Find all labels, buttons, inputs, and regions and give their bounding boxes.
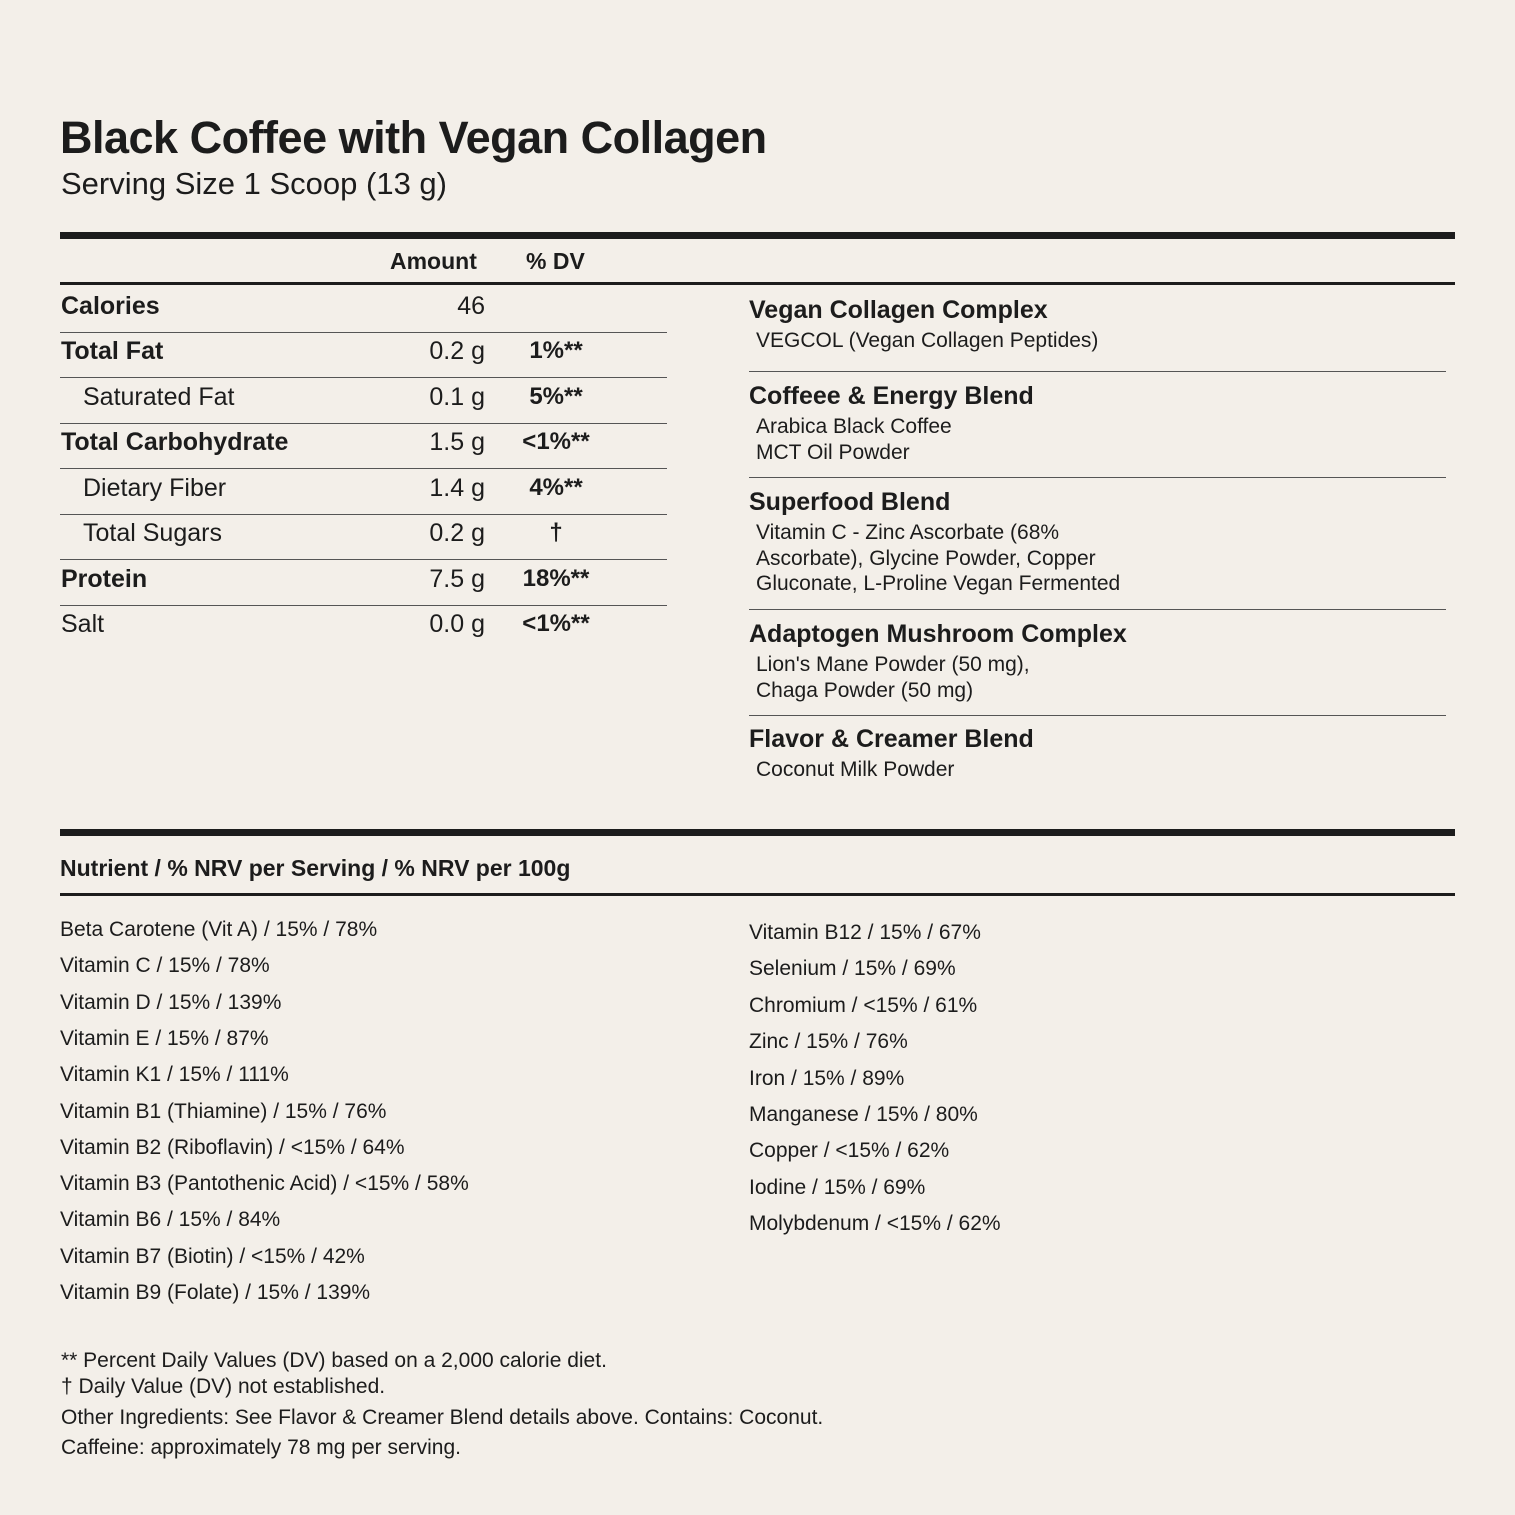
nrv-item: Manganese / 15% / 80% — [749, 1103, 978, 1126]
nutrient-amount: 0.2 g — [429, 337, 485, 365]
nrv-item: Vitamin D / 15% / 139% — [60, 990, 282, 1014]
nutrient-amount: 46 — [457, 292, 485, 320]
nutrient-name: Total Sugars — [83, 519, 222, 547]
blend-title: Flavor & Creamer Blend — [749, 725, 1034, 753]
nrv-header: Nutrient / % NRV per Serving / % NRV per 100g — [60, 855, 571, 881]
nrv-item: Zinc / 15% / 76% — [749, 1030, 908, 1054]
nrv-item: Vitamin B6 / 15% / 84% — [60, 1208, 281, 1232]
nutrient-name: Total Carbohydrate — [61, 428, 289, 456]
blend-line: VEGCOL (Vegan Collagen Peptides) — [756, 329, 1099, 352]
nrv-item: Vitamin B7 (Biotin) / <15% / 42% — [60, 1244, 365, 1268]
blend-block — [749, 382, 1446, 465]
blend-description — [749, 414, 1446, 465]
blend-line: MCT Oil Powder — [756, 440, 910, 464]
nrv-item: Beta Carotene (Vit A) / 15% / 78% — [60, 918, 378, 941]
blend-divider — [749, 477, 1446, 478]
nutrient-name: Saturated Fat — [83, 383, 235, 411]
nutrient-dv: 5%** — [529, 383, 583, 410]
nutrient-row — [60, 515, 667, 560]
nrv-item: Molybdenum / <15% / 62% — [749, 1212, 1001, 1236]
blend-line: Vitamin C - Zinc Ascorbate (68% — [756, 521, 1060, 544]
blend-description — [749, 520, 1446, 597]
nutrient-dv: <1%** — [522, 428, 590, 455]
nrv-item: Vitamin E / 15% / 87% — [60, 1026, 269, 1050]
nutrient-amount: 1.5 g — [429, 428, 485, 456]
blend-block — [749, 488, 1446, 597]
nutrient-name: Protein — [61, 565, 148, 593]
nrv-item: Vitamin B2 (Riboflavin) / <15% / 64% — [60, 1135, 405, 1159]
blend-line: Arabica Black Coffee — [756, 415, 952, 438]
nrv-item: Iodine / 15% / 69% — [749, 1175, 926, 1199]
footnote-line: ** Percent Daily Values (DV) based on a 2,000 calorie diet. — [61, 1349, 607, 1372]
nutrient-amount: 1.4 g — [429, 474, 485, 502]
nrv-item: Copper / <15% / 62% — [749, 1139, 950, 1163]
footnote-line: Caffeine: approximately 78 mg per serving. — [61, 1436, 461, 1459]
nutrient-name: Dietary Fiber — [83, 474, 227, 502]
blend-divider — [749, 371, 1446, 372]
nutrient-name: Salt — [61, 610, 105, 638]
nutrient-amount: 0.0 g — [429, 610, 485, 638]
blend-block — [749, 620, 1446, 703]
nrv-item: Vitamin B1 (Thiamine) / 15% / 76% — [60, 1099, 387, 1123]
nrv-item: Chromium / <15% / 61% — [749, 993, 978, 1017]
nutrient-name: Total Fat — [61, 337, 164, 365]
nrv-item: Selenium / 15% / 69% — [749, 957, 956, 981]
nutrient-dv: 1%** — [529, 337, 583, 364]
nutrient-name: Calories — [61, 292, 160, 320]
nutrient-dv: 4%** — [529, 474, 583, 501]
row-divider — [60, 377, 667, 378]
top-thick-rule — [60, 232, 1455, 239]
blend-title: Coffeee & Energy Blend — [749, 382, 1034, 410]
nutrient-row — [60, 606, 667, 651]
blend-line: Gluconate, L-Proline Vegan Fermented — [756, 572, 1121, 595]
nrv-item: Vitamin C / 15% / 78% — [60, 954, 270, 978]
nrv-header-rule — [60, 893, 1455, 896]
nutrient-amount: 0.1 g — [429, 383, 485, 411]
blend-title: Adaptogen Mushroom Complex — [749, 620, 1127, 648]
nrv-thick-rule — [60, 829, 1455, 836]
row-divider — [60, 468, 667, 469]
blend-line: Coconut Milk Powder — [756, 758, 955, 781]
nutrient-row — [60, 561, 667, 606]
blend-title: Superfood Blend — [749, 488, 951, 516]
nutrient-row — [60, 424, 667, 469]
nutrient-row — [60, 288, 667, 333]
blend-line: Ascorbate), Glycine Powder, Copper — [756, 546, 1096, 570]
blend-description — [749, 328, 1446, 354]
nrv-item: Iron / 15% / 89% — [749, 1066, 905, 1090]
blend-description — [749, 757, 1446, 783]
nrv-item: Vitamin K1 / 15% / 111% — [60, 1063, 289, 1087]
dv-column-header: % DV — [526, 248, 585, 274]
row-divider — [60, 559, 667, 560]
nutrient-row — [60, 333, 667, 378]
nrv-item: Vitamin B3 (Pantothenic Acid) / <15% / 58% — [60, 1172, 469, 1196]
nutrient-dv: 18%** — [522, 565, 590, 592]
blend-divider — [749, 715, 1446, 716]
blend-description — [749, 652, 1446, 703]
serving-size: Serving Size 1 Scoop (13 g) — [61, 166, 447, 201]
nutrient-row — [60, 379, 667, 424]
blend-block — [749, 296, 1446, 354]
blend-line: Lion's Mane Powder (50 mg), — [756, 653, 1030, 676]
nutrient-dv: <1%** — [522, 610, 590, 637]
blend-title: Vegan Collagen Complex — [749, 296, 1048, 324]
nrv-item: Vitamin B12 / 15% / 67% — [749, 921, 981, 944]
blend-divider — [749, 609, 1446, 610]
blend-line: Chaga Powder (50 mg) — [756, 678, 974, 702]
blend-block — [749, 725, 1446, 783]
nutrient-dv: † — [549, 519, 563, 546]
nutrient-amount: 7.5 g — [429, 565, 485, 593]
nrv-item: Vitamin B9 (Folate) / 15% / 139% — [60, 1281, 371, 1304]
header-rule — [60, 282, 1455, 285]
nutrient-amount: 0.2 g — [429, 519, 485, 547]
amount-column-header: Amount — [390, 248, 477, 274]
footnote-line: Other Ingredients: See Flavor & Creamer Blend details above. Contains: Coconut. — [61, 1406, 824, 1429]
product-title: Black Coffee with Vegan Collagen — [60, 112, 767, 163]
nutrient-row — [60, 470, 667, 515]
footnote-line: † Daily Value (DV) not established. — [61, 1375, 386, 1398]
